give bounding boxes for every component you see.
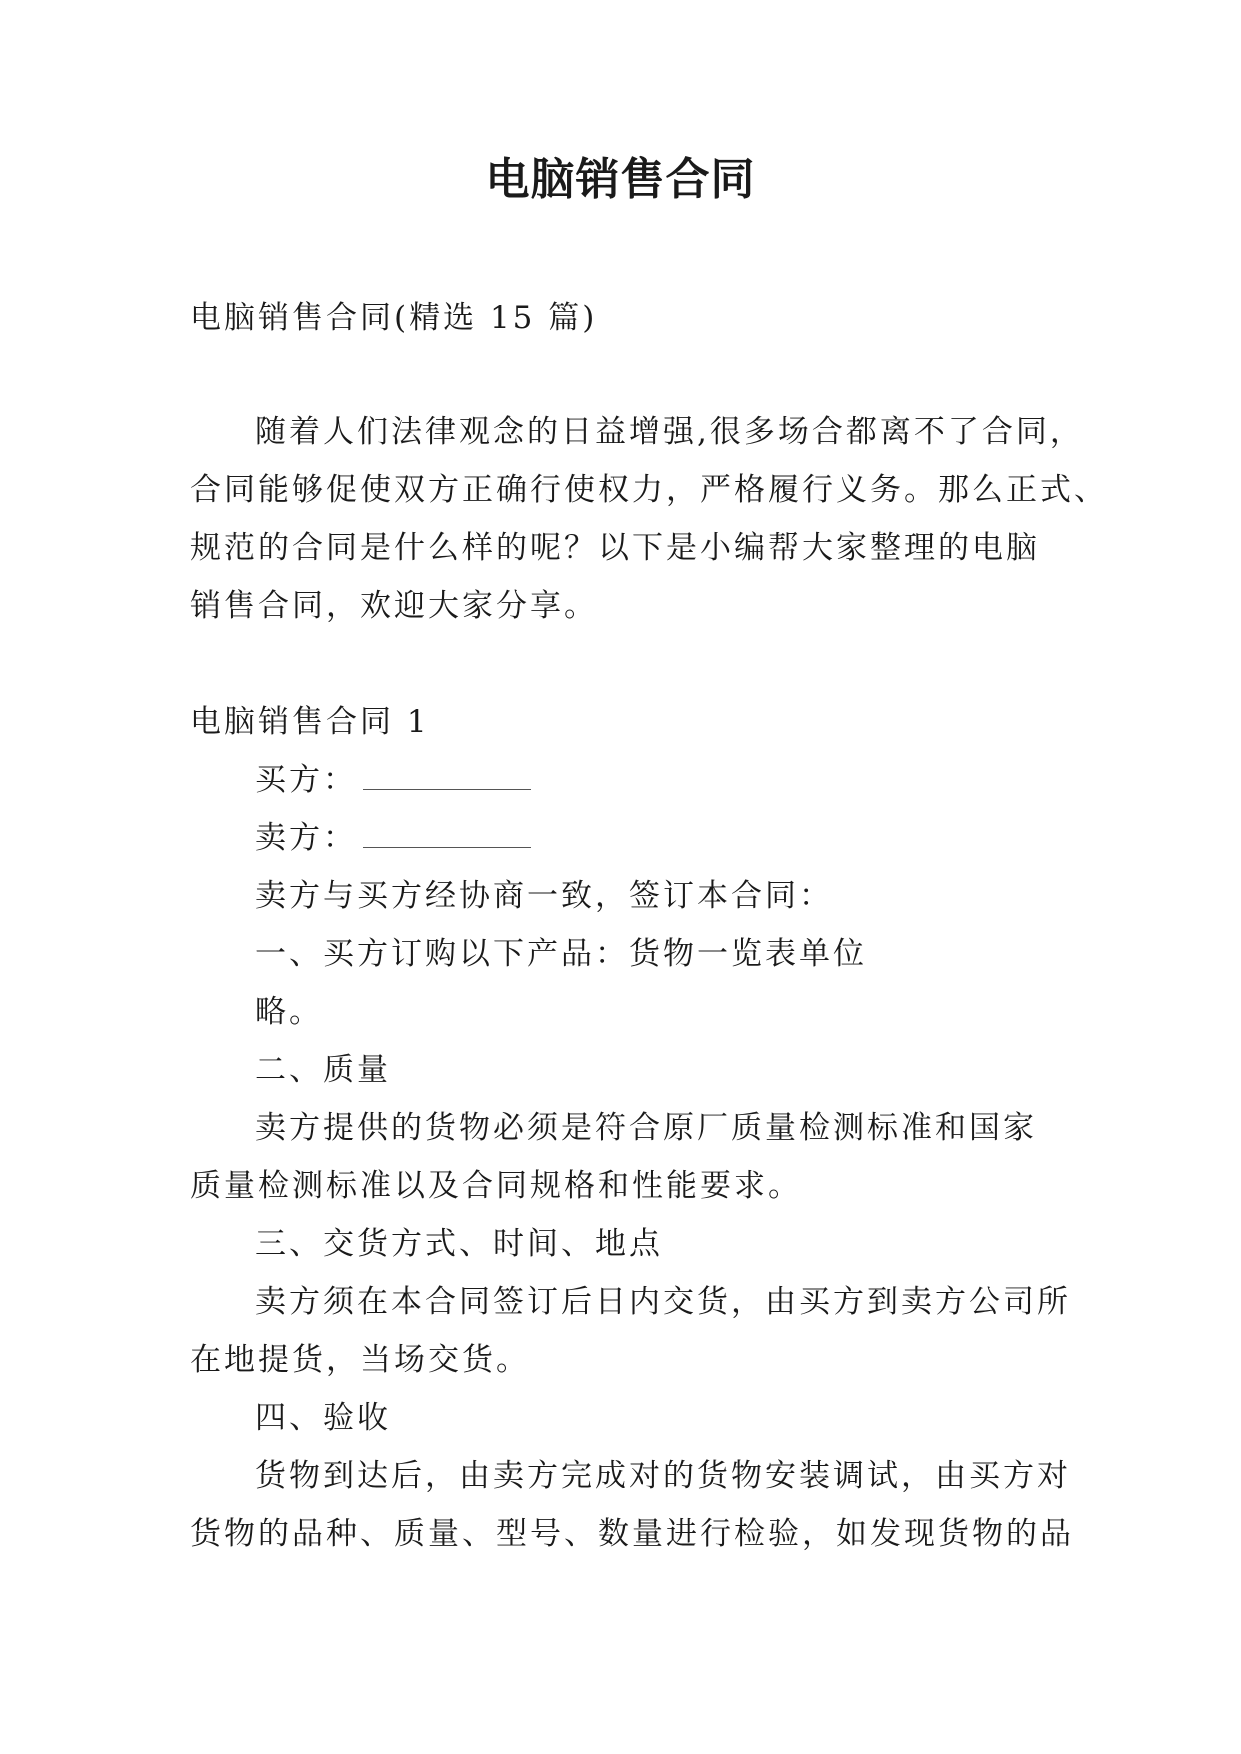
body-line-5: 卖方提供的货物必须是符合原厂质量检测标准和国家 xyxy=(255,1110,1037,1146)
contract-heading: 电脑销售合同 1 xyxy=(190,704,430,740)
buyer-label: 买方： xyxy=(255,762,357,798)
section-3-heading: 三、交货方式、时间、地点 xyxy=(255,1226,663,1262)
document-title: 电脑销售合同 xyxy=(485,154,756,205)
body-line-8: 卖方须在本合同签订后日内交货，由买方到卖方公司所 xyxy=(255,1284,1071,1320)
document-subtitle: 电脑销售合同(精选 15 篇) xyxy=(190,300,598,336)
buyer-line xyxy=(255,760,531,800)
intro-line-3: 规范的合同是什么样的呢？以下是小编帮大家整理的电脑 xyxy=(190,530,1040,566)
buyer-blank xyxy=(363,763,531,790)
body-line-11: 货物到达后，由卖方完成对的货物安装调试，由买方对 xyxy=(255,1458,1071,1494)
seller-blank xyxy=(363,821,531,848)
intro-line-2: 合同能够促使双方正确行使权力，严格履行义务。那么正式、 xyxy=(190,472,1108,508)
body-line-12: 货物的品种、质量、型号、数量进行检验，如发现货物的品 xyxy=(190,1516,1074,1552)
body-line-1: 卖方与买方经协商一致，签订本合同： xyxy=(255,878,833,914)
body-line-9: 在地提货，当场交货。 xyxy=(190,1342,530,1378)
seller-label: 卖方： xyxy=(255,820,357,856)
body-line-3: 略。 xyxy=(255,994,323,1030)
section-1-heading: 一、买方订购以下产品：货物一览表单位 xyxy=(255,936,867,972)
section-2-heading: 二、质量 xyxy=(255,1052,391,1088)
body-line-6: 质量检测标准以及合同规格和性能要求。 xyxy=(190,1168,802,1204)
intro-line-1: 随着人们法律观念的日益增强,很多场合都离不了合同， xyxy=(255,414,1084,450)
section-4-heading: 四、验收 xyxy=(255,1400,391,1436)
seller-line xyxy=(255,818,531,858)
intro-line-4: 销售合同，欢迎大家分享。 xyxy=(190,588,598,624)
